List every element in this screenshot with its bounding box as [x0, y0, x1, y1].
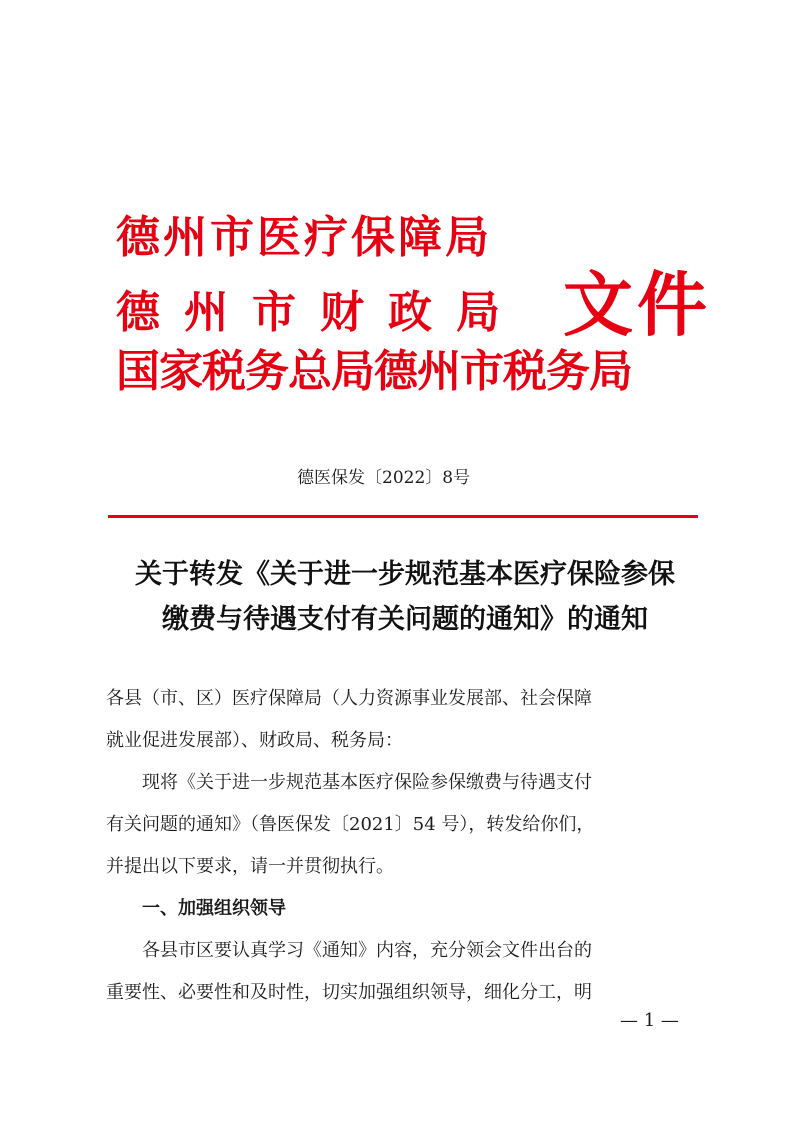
- document-title-line-1: 关于转发《关于进一步规范基本医疗保险参保: [135, 559, 675, 590]
- recipients-line-1: 各县（市、区）医疗保障局（人力资源事业发展部、社会保障: [106, 688, 592, 709]
- document-number: 德医保发〔2022〕8号: [297, 468, 471, 488]
- document-label: 文件: [563, 263, 711, 346]
- red-divider-line: [108, 515, 698, 518]
- issuing-agency-medical-security: 德州市医疗保障局: [116, 212, 492, 263]
- section-heading-1: 一、加强组织领导: [106, 898, 286, 919]
- body-paragraph-line: 并提出以下要求，请一并贯彻执行。: [106, 856, 394, 877]
- issuing-agency-tax: 国家税务总局德州市税务局: [116, 346, 632, 397]
- body-paragraph-line: 重要性、必要性和及时性，切实加强组织领导，细化分工，明: [106, 982, 592, 1003]
- document-title-line-2: 缴费与待遇支付有关问题的通知》的通知: [162, 604, 648, 635]
- recipients-line-2: 就业促进发展部）、财政局、税务局：: [106, 730, 403, 751]
- body-paragraph-line: 有关问题的通知》（鲁医保发〔2021〕54 号），转发给你们，: [106, 814, 595, 835]
- page-number: — 1 —: [620, 1010, 679, 1031]
- body-paragraph-line: 现将《关于进一步规范基本医疗保险参保缴费与待遇支付: [106, 772, 592, 793]
- body-paragraph-line: 各县市区要认真学习《通知》内容，充分领会文件出台的: [106, 940, 592, 961]
- issuing-agency-finance: 德州市财政局: [116, 287, 524, 338]
